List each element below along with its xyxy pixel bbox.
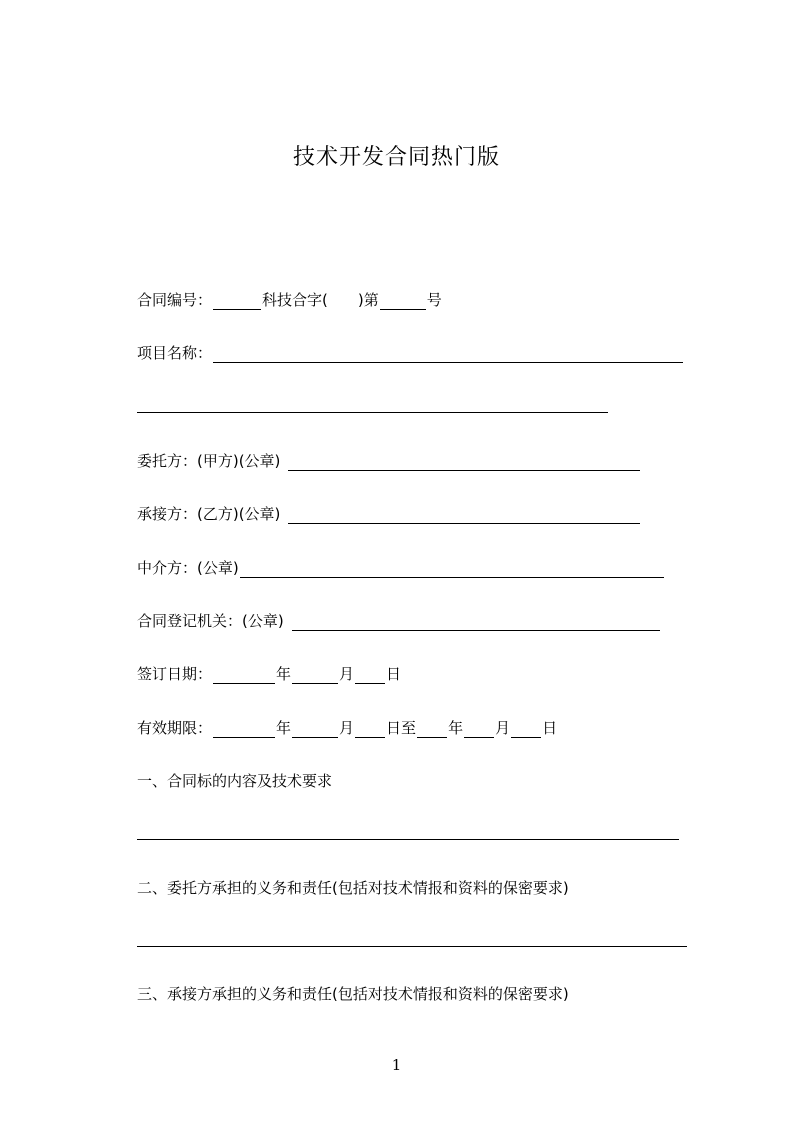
registry-line <box>137 611 661 631</box>
project-name-blank[interactable] <box>213 345 683 363</box>
document-title: 技术开发合同热门版 <box>292 145 500 170</box>
project-name-line <box>137 343 684 363</box>
contract-number-label: 合同编号： <box>137 291 213 309</box>
contract-number-blank[interactable] <box>213 292 261 310</box>
client-label: 委托方：(甲方)(公章) <box>137 452 281 470</box>
validity-end-month-blank[interactable] <box>464 720 494 738</box>
validity-start-day-blank[interactable] <box>355 720 385 738</box>
section-2-answer-line[interactable] <box>137 946 687 947</box>
contract-number-mid: 科技合字( <box>262 291 328 309</box>
validity-start-month-blank[interactable] <box>292 720 338 738</box>
contract-number-end: 号 <box>426 291 442 309</box>
section-3-heading <box>137 984 569 1004</box>
section-1-heading <box>137 771 332 791</box>
validity-year-text: 年 <box>276 719 292 737</box>
project-name-label: 项目名称： <box>137 344 213 362</box>
section-1-answer-line[interactable] <box>137 839 679 840</box>
project-name-continuation-line[interactable] <box>137 412 608 413</box>
section-2-text: 二、委托方承担的义务和责任(包括对技术情报和资料的保密要求) <box>137 879 569 897</box>
contract-number-gap <box>328 290 358 310</box>
sign-year-blank[interactable] <box>213 666 275 684</box>
client-blank[interactable] <box>288 453 640 471</box>
developer-label: 承接方：(乙方)(公章) <box>137 505 281 523</box>
validity-year2-text: 年 <box>448 719 464 737</box>
section-1-text: 一、合同标的内容及技术要求 <box>137 772 333 790</box>
validity-month-text: 月 <box>339 719 355 737</box>
page-number: 1 <box>391 1056 402 1074</box>
validity-day-to-text: 日至 <box>386 719 417 737</box>
agent-line <box>137 558 665 578</box>
validity-line <box>137 718 557 738</box>
sign-date-line <box>137 664 401 684</box>
contract-serial-blank[interactable] <box>380 292 426 310</box>
contract-number-after: )第 <box>357 291 379 309</box>
validity-end-year-blank[interactable] <box>417 720 447 738</box>
developer-blank[interactable] <box>288 506 640 524</box>
sign-month-blank[interactable] <box>292 666 338 684</box>
contract-number-line <box>137 290 442 310</box>
agent-label: 中介方：(公章) <box>137 559 239 577</box>
validity-month2-text: 月 <box>495 719 511 737</box>
validity-day2-text: 日 <box>542 719 558 737</box>
sign-date-label: 签订日期： <box>137 665 213 683</box>
validity-label: 有效期限： <box>137 719 213 737</box>
registry-label: 合同登记机关：(公章) <box>137 612 284 630</box>
section-2-heading <box>137 878 569 898</box>
client-line <box>137 451 641 471</box>
sign-day-text: 日 <box>386 665 402 683</box>
validity-end-day-blank[interactable] <box>511 720 541 738</box>
validity-start-year-blank[interactable] <box>213 720 275 738</box>
sign-month-text: 月 <box>339 665 355 683</box>
registry-blank[interactable] <box>292 613 660 631</box>
sign-year-text: 年 <box>276 665 292 683</box>
developer-line <box>137 504 641 524</box>
agent-blank[interactable] <box>240 560 664 578</box>
section-3-text: 三、承接方承担的义务和责任(包括对技术情报和资料的保密要求) <box>137 985 569 1003</box>
sign-day-blank[interactable] <box>355 666 385 684</box>
